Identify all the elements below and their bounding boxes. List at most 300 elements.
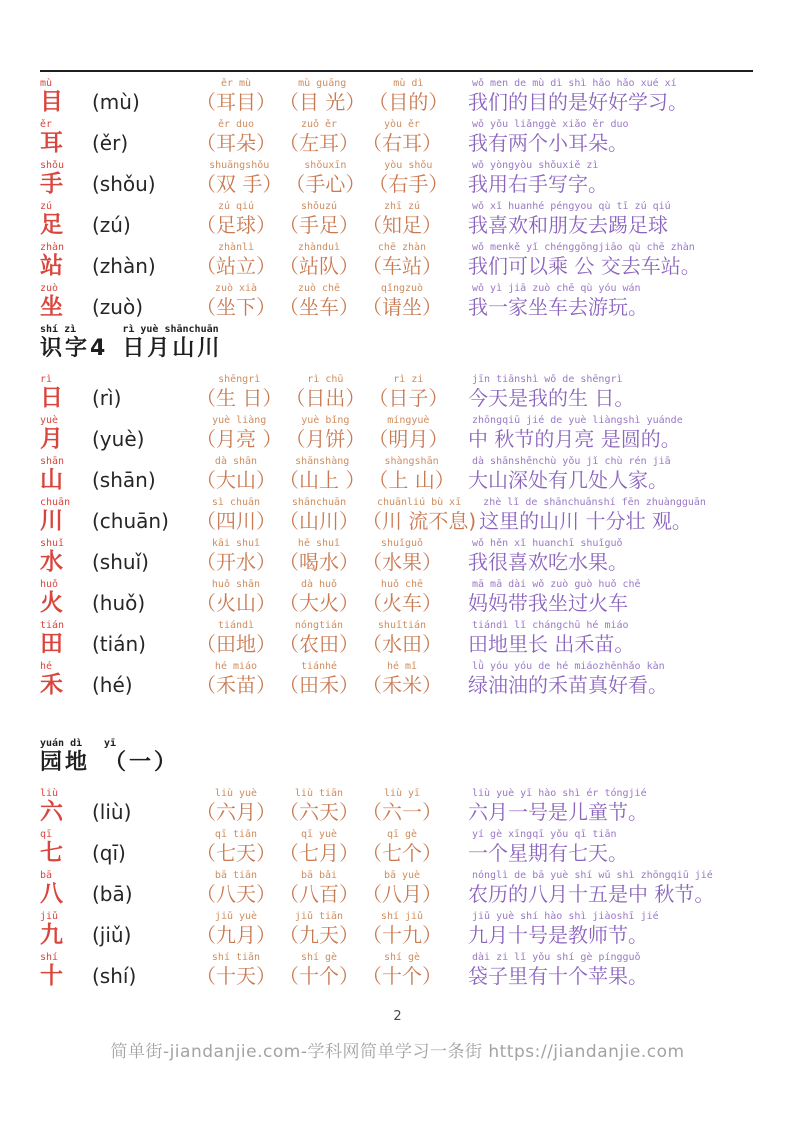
character: 手 [40, 171, 63, 197]
reading-pinyin-spacer [92, 538, 196, 549]
word-text: （日子） [368, 386, 449, 410]
character-pinyin: mù [40, 78, 53, 89]
word-text: （水田） [362, 632, 442, 656]
character-cell [40, 870, 92, 907]
word-groups [196, 201, 468, 238]
sentence-cell [468, 78, 755, 115]
word-pinyin: zhī zú [383, 201, 421, 212]
sentence-pinyin: wǒ xǐ huanhé péngyou qù tī zú qiú [472, 201, 671, 212]
word-pinyin: qī gè [386, 829, 418, 840]
reading-cell [92, 661, 196, 698]
word-text: （山上 ） [279, 468, 366, 492]
word-pinyin: qǐngzuò [380, 283, 424, 294]
sentence-cell [468, 952, 755, 989]
word-text: （上 山） [368, 468, 455, 492]
reading-pinyin-spacer [92, 829, 196, 840]
word-pinyin: qī tiān [214, 829, 258, 840]
word-groups [196, 870, 468, 907]
sentence-cell [479, 497, 755, 534]
character-reading: (chuān) [92, 509, 169, 533]
reading-pinyin-spacer [92, 788, 196, 799]
word-text: （水果） [362, 550, 442, 574]
word-pinyin: shēngrì [218, 374, 261, 385]
example-sentence: 袋子里有十个苹果。 [468, 964, 648, 988]
reading-cell [92, 620, 196, 657]
section-header-pinyin: yuán dì [40, 738, 83, 749]
word-pinyin: liù yī [383, 788, 421, 799]
word-text: （站队） [279, 254, 359, 278]
reading-pinyin-spacer [92, 661, 196, 672]
character-cell [40, 911, 92, 948]
word-group [196, 620, 276, 657]
reading-pinyin-spacer [92, 579, 196, 590]
character: 九 [40, 922, 63, 948]
word-group [279, 242, 359, 279]
section-header-pinyin: yī [104, 738, 117, 749]
character-reading: (yuè) [92, 427, 145, 451]
word-text: （田禾） [279, 673, 359, 697]
word-group [362, 497, 476, 534]
word-text: （明月） [368, 427, 449, 451]
word-group [279, 497, 359, 534]
sentence-pinyin: jīn tiānshì wǒ de shēngrì [472, 374, 623, 385]
word-groups [196, 661, 468, 698]
reading-cell [92, 201, 196, 238]
word-pinyin: yuè bǐng [301, 415, 350, 426]
word-pinyin: yuè liàng [212, 415, 267, 426]
example-sentence: 农历的八月十五是中 秋节。 [468, 882, 715, 906]
sentence-pinyin: yí gè xīngqī yǒu qī tiān [472, 829, 617, 840]
word-group [362, 242, 442, 279]
character: 川 [40, 508, 63, 534]
word-group [368, 415, 448, 452]
reading-pinyin-spacer [92, 456, 196, 467]
character-row [40, 242, 755, 279]
character-row [40, 788, 755, 825]
word-text: （大火） [279, 591, 359, 615]
reading-cell [92, 415, 196, 452]
character-cell [40, 788, 92, 825]
word-group [362, 119, 442, 156]
word-group [196, 870, 276, 907]
character-row [40, 579, 755, 616]
word-group [362, 952, 442, 989]
word-pinyin: bā tiān [214, 870, 258, 881]
word-pinyin: hé miáo [214, 661, 258, 672]
example-sentence: 我有两个小耳朵。 [468, 131, 628, 155]
word-pinyin: shàngshān [384, 456, 439, 467]
word-text: （车站） [362, 254, 442, 278]
sentence-pinyin: mā mā dài wǒ zuò guò huǒ chē [472, 579, 641, 590]
reading-cell [92, 538, 196, 575]
example-sentence: 田地里长 出禾苗。 [468, 632, 635, 656]
character-pinyin: bā [40, 870, 53, 881]
sentence-cell [468, 579, 755, 616]
example-sentence: 六月一号是儿童节。 [468, 800, 648, 824]
character-reading: (tián) [92, 632, 146, 656]
word-group [196, 242, 276, 279]
word-groups [196, 242, 468, 279]
character-reading: (hé) [92, 673, 133, 697]
page-number: 2 [393, 1009, 402, 1024]
word-group [196, 788, 276, 825]
reading-pinyin-spacer [92, 497, 196, 508]
section-header-part [104, 738, 179, 777]
reading-pinyin-spacer [92, 911, 196, 922]
word-group [279, 579, 359, 616]
example-sentence: 今天是我的生 日。 [468, 386, 635, 410]
word-pinyin: sì chuān [211, 497, 261, 508]
reading-pinyin-spacer [92, 870, 196, 881]
word-pinyin: dà shān [214, 456, 258, 467]
word-pinyin: shǒuxīn [304, 160, 347, 171]
sentence-cell [468, 160, 755, 197]
reading-pinyin-spacer [92, 78, 196, 89]
section-header-text: 园地 [40, 750, 91, 775]
word-group [362, 661, 442, 698]
character-pinyin: qī [40, 829, 53, 840]
word-text: （七个） [362, 841, 442, 865]
character-pinyin: liù [40, 788, 59, 799]
word-group [196, 661, 276, 698]
sentence-pinyin: wǒ yòngyòu shǒuxiě zì [472, 160, 599, 171]
word-groups [196, 579, 468, 616]
example-sentence: 中 秋节的月亮 是圆的。 [468, 427, 681, 451]
section-header-pinyin: shí zì [40, 324, 77, 335]
word-pinyin: liù yuè [214, 788, 258, 799]
character-reading: (zú) [92, 213, 131, 237]
word-group [196, 497, 276, 534]
character: 火 [40, 590, 63, 616]
word-pinyin: kāi shuǐ [211, 538, 261, 549]
character-reading: (bā) [92, 882, 133, 906]
character-row [40, 661, 755, 698]
character-reading: (huǒ) [92, 591, 146, 615]
word-pinyin: bā bǎi [300, 870, 338, 881]
character: 坐 [40, 294, 63, 320]
character-cell [40, 579, 92, 616]
word-text: （九天） [279, 923, 359, 947]
word-text: （九月） [196, 923, 276, 947]
character-row [40, 538, 755, 575]
word-text: （十个） [362, 964, 442, 988]
word-pinyin: míngyuè [387, 415, 430, 426]
word-pinyin: hé mǐ [386, 661, 418, 672]
word-group [362, 538, 442, 575]
character-pinyin: huǒ [40, 579, 59, 590]
word-group [279, 788, 359, 825]
word-group [196, 829, 276, 866]
word-group [196, 456, 276, 493]
character-cell [40, 78, 92, 115]
word-pinyin: chē zhàn [377, 242, 427, 253]
word-pinyin: zuǒ ěr [300, 119, 338, 130]
example-sentence: 一个星期有七天。 [468, 841, 628, 865]
character-pinyin: hé [40, 661, 53, 672]
word-group [196, 538, 276, 575]
word-group [279, 620, 359, 657]
character-cell [40, 952, 92, 989]
worksheet-section [40, 324, 755, 698]
word-pinyin: qī yuè [300, 829, 338, 840]
worksheet-content [40, 78, 755, 989]
word-pinyin: huǒ chē [380, 579, 424, 590]
word-groups [196, 497, 479, 534]
sentence-pinyin: dài zi lǐ yǒu shí gè píngguǒ [472, 952, 641, 963]
word-pinyin: tiándì [217, 620, 255, 631]
word-text: （四川） [196, 509, 276, 533]
reading-pinyin-spacer [92, 242, 196, 253]
word-text: （六天） [279, 800, 359, 824]
character: 目 [40, 89, 63, 115]
word-pinyin: chuānliú bù xī [376, 497, 462, 508]
character-reading: (zuò) [92, 295, 144, 319]
sentence-cell [468, 829, 755, 866]
word-group [285, 374, 365, 411]
section-header-part [40, 324, 108, 363]
word-pinyin: liù tiān [294, 788, 344, 799]
reading-cell [92, 456, 196, 493]
word-group [196, 119, 276, 156]
example-sentence: 妈妈带我坐过火车 [468, 591, 628, 615]
reading-cell [92, 78, 196, 115]
example-sentence: 绿油油的禾苗真好看。 [468, 673, 668, 697]
word-pinyin: hē shuǐ [297, 538, 341, 549]
word-pinyin: yòu ěr [383, 119, 421, 130]
word-groups [196, 374, 468, 411]
word-group [196, 78, 276, 115]
section-header-text: 日月山川 [122, 336, 223, 361]
character: 耳 [40, 130, 63, 156]
character: 山 [40, 467, 63, 493]
word-text: （十九） [362, 923, 442, 947]
sentence-pinyin: zhè lǐ de shānchuānshí fēn zhuàngguān [483, 497, 706, 508]
word-text: （月饼） [285, 427, 366, 451]
character-row [40, 283, 755, 320]
word-groups [196, 952, 468, 989]
reading-cell [92, 119, 196, 156]
character: 足 [40, 212, 63, 238]
character: 八 [40, 881, 63, 907]
word-group [279, 119, 359, 156]
word-group [196, 160, 282, 197]
word-text: （火车） [362, 591, 442, 615]
word-pinyin: jiǔ tiān [294, 911, 344, 922]
word-groups [196, 160, 468, 197]
word-text: （左耳） [279, 131, 359, 155]
sentence-pinyin: wǒ yǒu liǎnggè xiǎo ěr duo [472, 119, 629, 130]
word-pinyin: huǒ shān [211, 579, 261, 590]
word-text: （生 日） [196, 386, 283, 410]
reading-cell [92, 870, 196, 907]
example-sentence: 我很喜欢吃水果。 [468, 550, 628, 574]
word-text: （禾苗） [196, 673, 276, 697]
word-text: （右耳） [362, 131, 442, 155]
character: 田 [40, 631, 63, 657]
worksheet-section [40, 738, 755, 989]
word-text: （手心） [285, 172, 366, 196]
word-text: （六月） [196, 800, 276, 824]
word-text: （坐下） [196, 295, 276, 319]
word-pinyin: shí tiān [211, 952, 261, 963]
character-row [40, 870, 755, 907]
character-row [40, 119, 755, 156]
word-text: （八百） [279, 882, 359, 906]
reading-pinyin-spacer [92, 374, 196, 385]
word-pinyin: rì chū [307, 374, 344, 385]
character-cell [40, 415, 92, 452]
character-row [40, 952, 755, 989]
character: 七 [40, 840, 63, 866]
example-sentence: 我喜欢和朋友去踢足球 [468, 213, 668, 237]
section-header-text: 识字4 [40, 336, 109, 361]
sentence-pinyin: dà shānshēnchù yǒu jǐ chù rén jiā [472, 456, 671, 467]
word-text: （十个） [279, 964, 359, 988]
character-row [40, 201, 755, 238]
example-sentence: 我们的目的是好好学习。 [468, 90, 688, 114]
character-reading: (jiǔ) [92, 923, 132, 947]
word-pinyin: zhànduì [297, 242, 341, 253]
character-reading: (shǒu) [92, 172, 156, 196]
reading-pinyin-spacer [92, 620, 196, 631]
word-text: （田地） [196, 632, 276, 656]
character-reading: (ěr) [92, 131, 129, 155]
sentence-pinyin: wǒ hěn xǐ huanchī shuǐguǒ [472, 538, 623, 549]
character-row [40, 160, 755, 197]
word-pinyin: shǒuzú [300, 201, 338, 212]
sentence-cell [468, 620, 755, 657]
sentence-pinyin: wǒ men de mù dì shì hǎo hǎo xué xí [472, 78, 677, 89]
word-pinyin: shí gè [383, 952, 421, 963]
word-text: （耳朵） [196, 131, 276, 155]
example-sentence: 九月十号是教师节。 [468, 923, 648, 947]
character: 水 [40, 549, 63, 575]
word-text: （坐车） [279, 295, 359, 319]
character: 月 [40, 426, 63, 452]
word-text: （六一） [362, 800, 442, 824]
section-header [40, 738, 755, 777]
reading-pinyin-spacer [92, 283, 196, 294]
word-groups [196, 911, 468, 948]
word-pinyin: nóngtián [294, 620, 344, 631]
word-groups [196, 415, 468, 452]
sentence-pinyin: zhōngqiū jié de yuè liàngshì yuánde [472, 415, 683, 426]
character-pinyin: shān [40, 456, 65, 467]
footer-watermark: 简单街-jiandanjie.com-学科网简单学习一条街 https://jiandanjie.com [110, 1042, 685, 1062]
word-group [279, 911, 359, 948]
word-groups [196, 620, 468, 657]
example-sentence: 大山深处有几处人家。 [468, 468, 668, 492]
section-header-part [122, 324, 222, 363]
word-groups [196, 829, 468, 866]
sentence-pinyin: lǜ yóu yóu de hé miáozhēnhǎo kàn [472, 661, 665, 672]
sentence-pinyin: tiándì lǐ chángchū hé miáo [472, 620, 629, 631]
word-text: （川 流不息) [362, 509, 477, 533]
character-cell [40, 242, 92, 279]
word-group [196, 283, 276, 320]
word-pinyin: zuò xià [214, 283, 258, 294]
word-group [285, 160, 365, 197]
word-group [279, 456, 365, 493]
word-text: （双 手） [196, 172, 283, 196]
word-text: （火山） [196, 591, 276, 615]
word-pinyin: jiǔ yuè [214, 911, 258, 922]
word-group [368, 374, 448, 411]
sentence-cell [468, 456, 755, 493]
sentence-cell [468, 201, 755, 238]
word-text: （日出） [285, 386, 366, 410]
word-pinyin: shuǐtián [377, 620, 427, 631]
character: 六 [40, 799, 63, 825]
word-pinyin: zhànlì [217, 242, 255, 253]
character-cell [40, 497, 92, 534]
word-pinyin: rì zi [393, 374, 424, 385]
character-cell [40, 829, 92, 866]
sentence-cell [468, 870, 755, 907]
word-text: （足球） [196, 213, 276, 237]
word-text: （站立） [196, 254, 276, 278]
character-reading: (shuǐ) [92, 550, 149, 574]
sentence-cell [468, 119, 755, 156]
word-group [362, 788, 442, 825]
reading-cell [92, 952, 196, 989]
character-pinyin: shuǐ [40, 538, 65, 549]
word-pinyin: mù dì [393, 78, 424, 89]
section-rows [40, 374, 755, 698]
character-pinyin: chuān [40, 497, 71, 508]
word-text: （目的） [368, 90, 449, 114]
word-text: （农田） [279, 632, 359, 656]
word-text: （七天） [196, 841, 276, 865]
word-group [362, 283, 442, 320]
word-groups [196, 119, 468, 156]
word-group [279, 829, 359, 866]
character-row [40, 620, 755, 657]
reading-cell [92, 160, 196, 197]
character-row [40, 415, 755, 452]
example-sentence: 我用右手写字。 [468, 172, 608, 196]
word-pinyin: shānchuān [291, 497, 347, 508]
character-cell [40, 620, 92, 657]
character-reading: (rì) [92, 386, 122, 410]
character-pinyin: tián [40, 620, 65, 631]
character-reading: (shí) [92, 964, 137, 988]
word-group [279, 78, 365, 115]
word-pinyin: zú qiú [217, 201, 255, 212]
word-groups [196, 283, 468, 320]
reading-cell [92, 911, 196, 948]
character-reading: (zhàn) [92, 254, 156, 278]
word-group [362, 829, 442, 866]
word-text: （目 光） [279, 90, 366, 114]
word-group [368, 78, 448, 115]
word-pinyin: shānshàng [295, 456, 350, 467]
sentence-pinyin: wǒ menkě yǐ chénggōngjiāo qù chē zhàn [472, 242, 695, 253]
section-rows [40, 78, 755, 320]
sentence-cell [468, 911, 755, 948]
word-text: （耳目） [196, 90, 276, 114]
reading-pinyin-spacer [92, 415, 196, 426]
word-pinyin: shí jiǔ [380, 911, 424, 922]
character-pinyin: zuò [40, 283, 59, 294]
character-cell [40, 456, 92, 493]
word-text: （禾米） [362, 673, 442, 697]
word-group [362, 620, 442, 657]
word-text: （大山） [196, 468, 276, 492]
word-group [196, 952, 276, 989]
word-text: （喝水） [279, 550, 359, 574]
word-text: （知足） [362, 213, 442, 237]
